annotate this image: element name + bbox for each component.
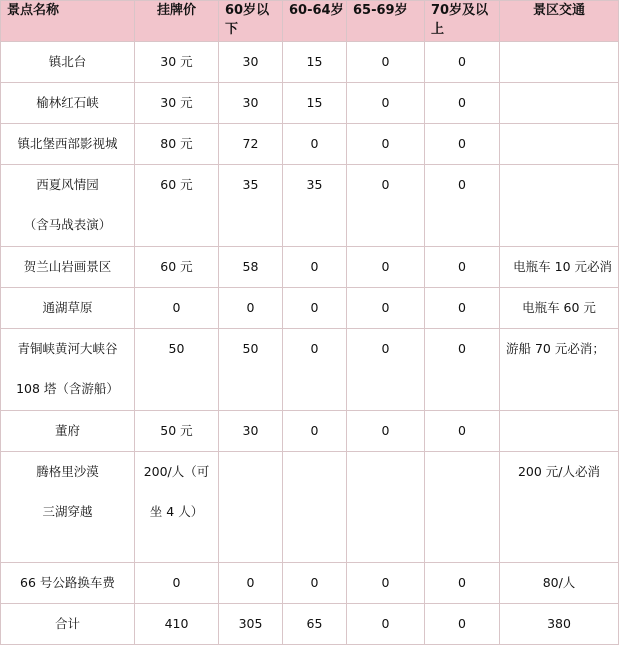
table-row bbox=[1, 83, 619, 124]
header-transport: 景区交通 bbox=[500, 1, 619, 42]
cell-price: 30 元 bbox=[135, 42, 219, 83]
cell-age65-69: 0 bbox=[347, 563, 425, 604]
cell-name: 通湖草原 bbox=[1, 288, 135, 329]
cell-over70: 0 bbox=[425, 42, 500, 83]
cell-price: 60 元 bbox=[135, 165, 219, 247]
cell-over70: 0 bbox=[425, 83, 500, 124]
cell-under60: 305 bbox=[219, 604, 283, 645]
table-header-row bbox=[1, 1, 619, 42]
cell-name: 镇北台 bbox=[1, 42, 135, 83]
cell-age60-64: 0 bbox=[283, 247, 347, 288]
cell-age60-64: 0 bbox=[283, 411, 347, 452]
cell-transport bbox=[500, 165, 619, 247]
cell-name: 董府 bbox=[1, 411, 135, 452]
cell-age60-64: 0 bbox=[283, 563, 347, 604]
cell-transport: 电瓶车 10 元必消 bbox=[500, 247, 619, 288]
cell-price: 0 bbox=[135, 288, 219, 329]
cell-over70: 0 bbox=[425, 124, 500, 165]
cell-under60: 30 bbox=[219, 411, 283, 452]
table-row bbox=[1, 329, 619, 411]
cell-age60-64: 35 bbox=[283, 165, 347, 247]
table-row bbox=[1, 247, 619, 288]
table-row bbox=[1, 288, 619, 329]
cell-under60 bbox=[219, 452, 283, 563]
header-name: 景点名称 bbox=[1, 1, 135, 42]
cell-age60-64 bbox=[283, 452, 347, 563]
cell-under60: 0 bbox=[219, 563, 283, 604]
cell-name: 贺兰山岩画景区 bbox=[1, 247, 135, 288]
cell-price: 200/人（可 坐 4 人） bbox=[135, 452, 219, 563]
cell-transport: 200 元/人必消 bbox=[500, 452, 619, 563]
table-row bbox=[1, 42, 619, 83]
cell-under60: 0 bbox=[219, 288, 283, 329]
table-row bbox=[1, 124, 619, 165]
cell-age65-69: 0 bbox=[347, 604, 425, 645]
cell-age65-69: 0 bbox=[347, 124, 425, 165]
cell-transport bbox=[500, 124, 619, 165]
cell-name: 西夏风情园 （含马战表演） bbox=[1, 165, 135, 247]
cell-price: 60 元 bbox=[135, 247, 219, 288]
table-row bbox=[1, 563, 619, 604]
cell-price: 30 元 bbox=[135, 83, 219, 124]
cell-age60-64: 65 bbox=[283, 604, 347, 645]
cell-over70: 0 bbox=[425, 411, 500, 452]
cell-price: 80 元 bbox=[135, 124, 219, 165]
cell-price: 50 元 bbox=[135, 411, 219, 452]
cell-over70: 0 bbox=[425, 247, 500, 288]
header-over70: 70岁及以上 bbox=[425, 1, 500, 42]
cell-age60-64: 0 bbox=[283, 329, 347, 411]
cell-name: 镇北堡西部影视城 bbox=[1, 124, 135, 165]
cell-name: 合计 bbox=[1, 604, 135, 645]
cell-age65-69: 0 bbox=[347, 165, 425, 247]
header-under60: 60岁以下 bbox=[219, 1, 283, 42]
cell-under60: 58 bbox=[219, 247, 283, 288]
cell-over70: 0 bbox=[425, 165, 500, 247]
cell-under60: 35 bbox=[219, 165, 283, 247]
cell-price: 410 bbox=[135, 604, 219, 645]
cell-name: 榆林红石峡 bbox=[1, 83, 135, 124]
header-age60-64: 60-64岁 bbox=[283, 1, 347, 42]
table-row bbox=[1, 452, 619, 563]
cell-name: 青铜峡黄河大峡谷 108 塔（含游船） bbox=[1, 329, 135, 411]
cell-age65-69: 0 bbox=[347, 329, 425, 411]
cell-price: 0 bbox=[135, 563, 219, 604]
cell-transport: 80/人 bbox=[500, 563, 619, 604]
table-row bbox=[1, 165, 619, 247]
cell-over70: 0 bbox=[425, 288, 500, 329]
cell-over70 bbox=[425, 452, 500, 563]
cell-under60: 30 bbox=[219, 42, 283, 83]
cell-under60: 72 bbox=[219, 124, 283, 165]
cell-name: 66 号公路换车费 bbox=[1, 563, 135, 604]
cell-age60-64: 0 bbox=[283, 288, 347, 329]
cell-age65-69: 0 bbox=[347, 288, 425, 329]
table-row bbox=[1, 411, 619, 452]
cell-age65-69: 0 bbox=[347, 42, 425, 83]
cell-under60: 50 bbox=[219, 329, 283, 411]
cell-transport: 游船 70 元必消； bbox=[500, 329, 619, 411]
cell-transport bbox=[500, 42, 619, 83]
cell-transport bbox=[500, 83, 619, 124]
cell-age65-69: 0 bbox=[347, 83, 425, 124]
cell-price: 50 bbox=[135, 329, 219, 411]
cell-age60-64: 15 bbox=[283, 42, 347, 83]
cell-age65-69: 0 bbox=[347, 247, 425, 288]
cell-age65-69: 0 bbox=[347, 411, 425, 452]
table-row-total bbox=[1, 604, 619, 645]
cell-transport: 380 bbox=[500, 604, 619, 645]
cell-age65-69 bbox=[347, 452, 425, 563]
cell-transport bbox=[500, 411, 619, 452]
header-age65-69: 65-69岁 bbox=[347, 1, 425, 42]
cell-age60-64: 0 bbox=[283, 124, 347, 165]
cell-under60: 30 bbox=[219, 83, 283, 124]
cell-over70: 0 bbox=[425, 604, 500, 645]
cell-over70: 0 bbox=[425, 329, 500, 411]
cell-age60-64: 15 bbox=[283, 83, 347, 124]
cell-transport: 电瓶车 60 元 bbox=[500, 288, 619, 329]
cell-over70: 0 bbox=[425, 563, 500, 604]
cell-name: 腾格里沙漠 三湖穿越 bbox=[1, 452, 135, 563]
header-price: 挂牌价 bbox=[135, 1, 219, 42]
